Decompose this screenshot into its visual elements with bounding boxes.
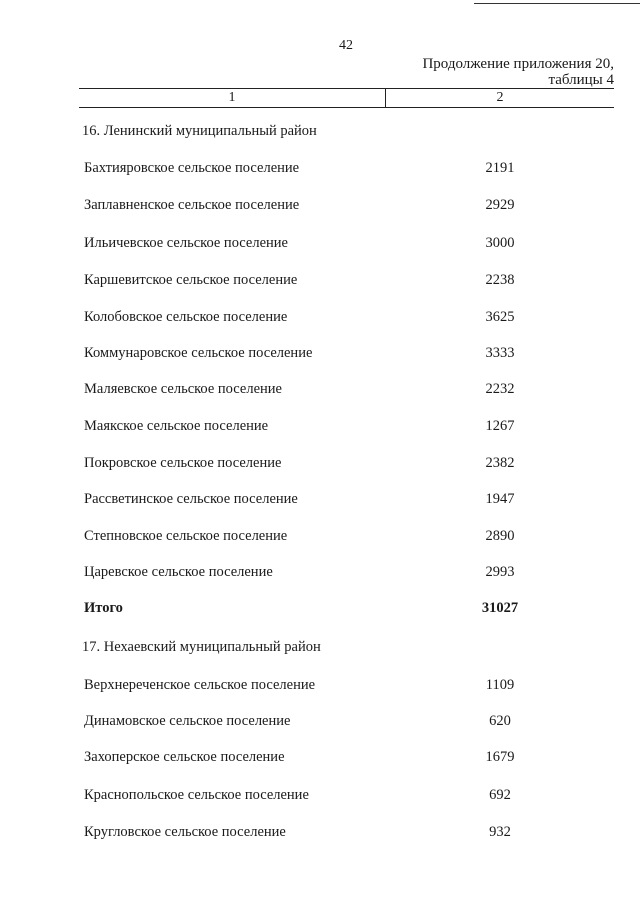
table-row (0, 528, 640, 548)
row-value: 2929 (485, 197, 515, 213)
table-row (0, 235, 640, 255)
table-row (0, 749, 640, 769)
row-name: Каршевитское сельское поселение (84, 272, 298, 288)
row-value: 2238 (485, 272, 515, 288)
row-name: Верхнереченское сельское поселение (84, 677, 316, 693)
row-value: 1109 (485, 677, 515, 693)
row-value: 2382 (485, 455, 515, 471)
row-name: Динамовское сельское поселение (84, 713, 291, 729)
row-value: 2993 (485, 564, 515, 580)
row-value: 620 (489, 713, 511, 729)
table-header-col-2: 2 (496, 90, 504, 105)
row-name: Захоперское сельское поселение (84, 749, 285, 765)
row-value: 2191 (485, 160, 515, 176)
table-header-col-1: 1 (228, 90, 236, 105)
table-row (0, 197, 640, 217)
page-number: 42 (339, 38, 353, 53)
table-row (0, 309, 640, 329)
row-name: Краснопольское сельское поселение (84, 787, 309, 803)
row-name: 17. Нехаевский муниципальный район (82, 639, 321, 655)
table-row (0, 564, 640, 584)
row-name: Бахтияровское сельское поселение (84, 160, 300, 176)
table-row (0, 455, 640, 475)
table-row (0, 345, 640, 365)
row-name: Царевское сельское поселение (84, 564, 273, 580)
total-row (0, 600, 640, 620)
row-name: Маякское сельское поселение (84, 418, 269, 434)
row-name: Кругловское сельское поселение (84, 824, 286, 840)
row-value: 1267 (485, 418, 515, 434)
section-heading (0, 639, 640, 659)
table-row (0, 491, 640, 511)
row-value: 932 (489, 824, 511, 840)
row-name: Заплавненское сельское поселение (84, 197, 300, 213)
row-value: 2232 (485, 381, 515, 397)
table-row (0, 418, 640, 438)
row-name: Маляевское сельское поселение (84, 381, 282, 397)
row-value: 3333 (485, 345, 515, 361)
row-value: 3000 (485, 235, 515, 251)
table-row (0, 381, 640, 401)
row-value: 2890 (485, 528, 515, 544)
row-name: Покровское сельское поселение (84, 455, 282, 471)
row-name: Ильичевское сельское поселение (84, 235, 288, 251)
continuation-line-2: таблицы 4 (548, 72, 614, 88)
table-row (0, 272, 640, 292)
table-row (0, 160, 640, 180)
section-heading (0, 123, 640, 143)
table-row (0, 787, 640, 807)
continuation-note (422, 56, 614, 88)
table-header (79, 88, 614, 108)
row-value: 31027 (481, 600, 519, 616)
row-name: Степновское сельское поселение (84, 528, 288, 544)
table-row (0, 824, 640, 844)
top-rule (474, 3, 640, 4)
row-name: Итого (84, 600, 123, 616)
table-row (0, 677, 640, 697)
row-name: Колобовское сельское поселение (84, 309, 288, 325)
row-value: 692 (489, 787, 511, 803)
row-value: 1947 (485, 491, 515, 507)
row-value: 3625 (485, 309, 515, 325)
continuation-line-1: Продолжение приложения 20, (422, 56, 614, 72)
row-name: Рассветинское сельское поселение (84, 491, 298, 507)
row-value: 1679 (485, 749, 515, 765)
row-name: Коммунаровское сельское поселение (84, 345, 313, 361)
table-row (0, 713, 640, 733)
row-name: 16. Ленинский муниципальный район (82, 123, 317, 139)
